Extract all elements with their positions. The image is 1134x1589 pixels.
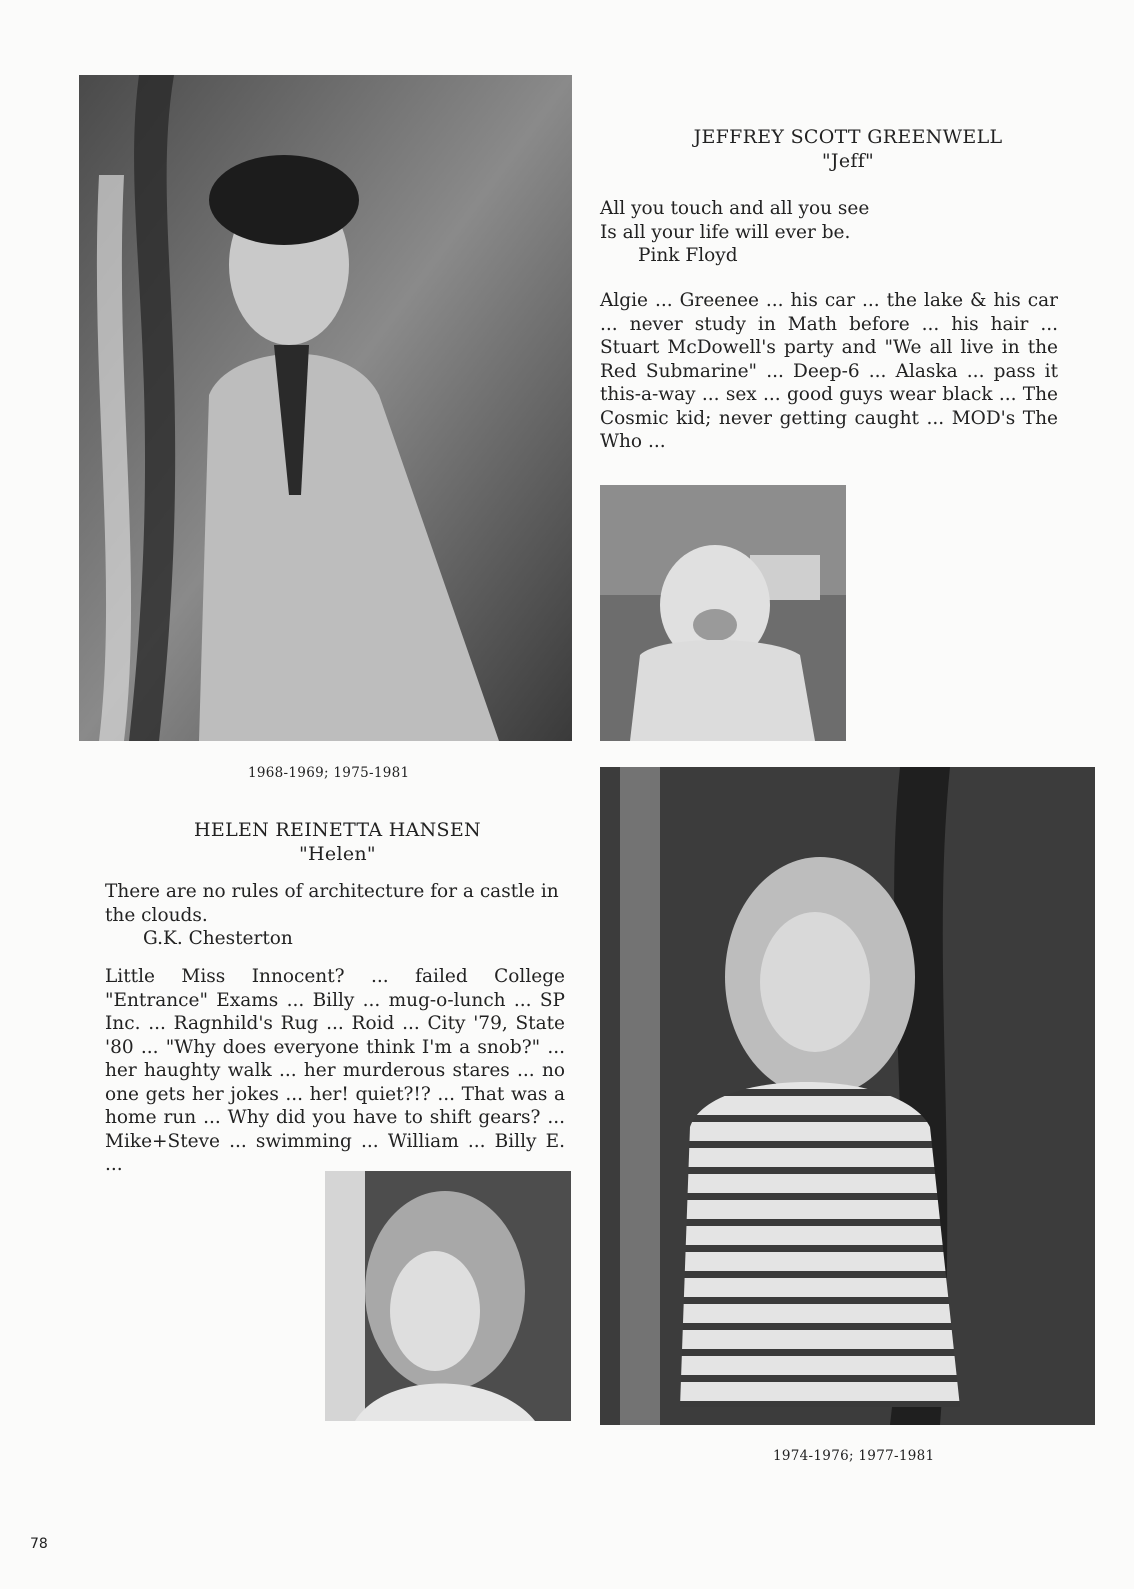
jeff-portrait-photo [79,75,572,741]
page-number: 78 [30,1536,48,1552]
helen-candid-photo [325,1171,571,1421]
helen-quote-line: There are no rules of architecture for a castle in the clouds. [105,881,559,926]
jeff-quote-line: Is all your life will ever be. [600,221,851,243]
jeff-quote-line: All you touch and all you see [600,198,870,219]
helen-full-name: HELEN REINETTA HANSEN [194,819,481,841]
helen-years: 1974-1976; 1977-1981 [773,1448,935,1464]
helen-name-block [105,818,570,866]
mascot-pig-photo [600,485,846,741]
helen-quote [105,880,575,951]
jeff-quote [600,197,1100,268]
helen-memories: Little Miss Innocent? ... failed College "Entrance" Exams ... Billy ... mug-o-lunch ... SP Inc. ... Ragnhild's Rug ... Roid ... City '79, State '80 ... "Why does everyone think I'm a snob?" ... her haughty walk ... her murderous stares ... no one gets her jokes ... her! quiet?!? ... That was a home run ... Why did you have to shift gears? ... Mike+Steve ... swimming ... William ... Billy E. ... [105,966,565,1175]
helen-quote-author: G.K. Chesterton [143,928,293,949]
jeff-name-block [600,125,1096,173]
jeff-full-name: JEFFREY SCOTT GREENWELL [693,126,1003,148]
jeff-nickname: "Jeff" [821,150,875,172]
jeff-years: 1968-1969; 1975-1981 [248,765,410,781]
jeff-memories: Algie ... Greenee ... his car ... the lake & his car ... never study in Math before ... his hair ... Stuart McDowell's party and "We all live in the Red Submarine" ... Deep-6 ... Alaska ... pass it this-a-way ... sex ... good guys wear black ... The Cosmic kid; never getting caught ... MOD's The Who ... [600,290,1058,452]
helen-nickname: "Helen" [299,843,376,865]
jeff-quote-author: Pink Floyd [638,245,738,266]
helen-portrait-photo [600,767,1095,1425]
